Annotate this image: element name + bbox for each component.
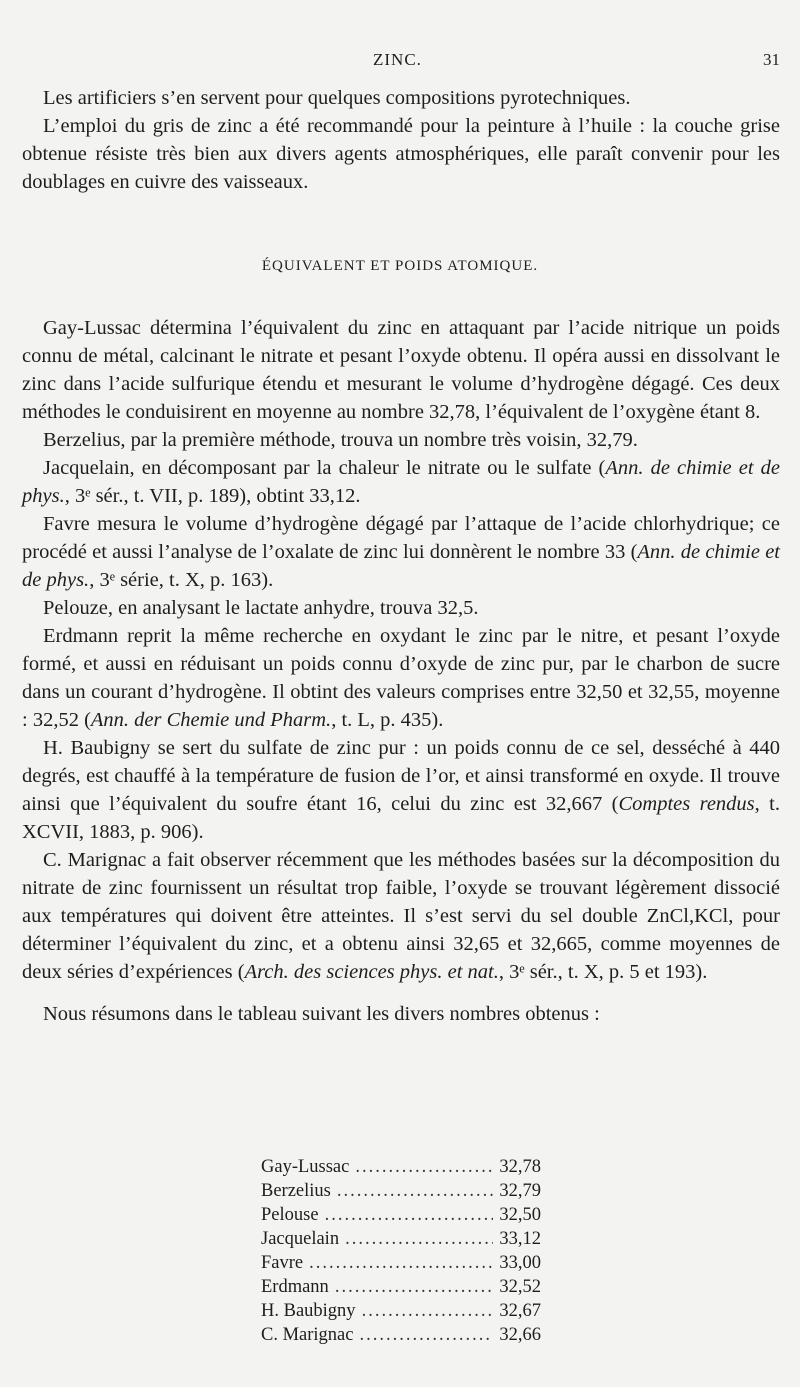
paragraph: Les artificiers s’en servent pour quelques compositions pyrotechniques.	[43, 87, 631, 109]
paragraph: Gay-Lussac détermina l’équivalent du zinc en attaquant par l’acide nitrique un poids connu de métal, calcinant le nitrate et pesant l’oxyde obtenu. Il opéra aussi en dissolvant le zinc dans l’acide sulfurique étendu et mesurant le volume d’hydrogène dégagé. Ces deux méthodes le conduisirent en moyenne au nombre 32,78, l’équivalent de l’oxygène étant 8.	[22, 317, 780, 423]
chemist-name: H. Baubigny	[261, 1301, 356, 1321]
table-row	[261, 1251, 541, 1275]
paragraph: Pelouze, en analysant le lactate anhydre, trouva 32,5.	[43, 597, 479, 619]
leader-dots	[325, 1203, 494, 1227]
equivalent-value: 32,78	[499, 1157, 541, 1177]
running-title: ZINC.	[373, 50, 422, 69]
chemist-name: Favre	[261, 1253, 304, 1273]
citation: Comptes rendus	[618, 793, 755, 815]
leader-dots	[345, 1227, 493, 1251]
paragraph	[22, 846, 780, 986]
paragraph	[22, 734, 780, 846]
citation: Ann. de chimie et de phys.	[22, 541, 780, 591]
text: H. Baubigny se sert du sulfate de zinc pur : un poids connu de ce sel, desséché à 440 degrés, est chauffé à la température de fusion de l’or, et ainsi transformé en oxyde. Il trouve ainsi que l’équivalent du soufre étant 16, celui du zinc est 32,667 (	[22, 737, 780, 815]
paragraph: L’emploi du gris de zinc a été recommandé pour la peinture à l’huile : la couche grise obtenue résiste très bien aux divers agents atmosphériques, elle paraît convenir pour les doublages en cuivre des vaisseaux.	[22, 115, 780, 193]
text: C. Marignac a fait observer récemment que les méthodes basées sur la décomposition du nitrate de zinc fournissent un résultat trop faible, l’oxyde se trouvant légèrement dissocié aux températures qui doivent être atteintes. Il s’est servi du sel double ZnCl,KCl, pour déterminer l’équivalent du zinc, et a obtenu ainsi 32,65 et 32,665, comme moyennes de deux séries d’expériences (	[22, 849, 780, 983]
paragraph: Berzelius, par la première méthode, trouva un nombre très voisin, 32,79.	[43, 429, 638, 451]
table-row	[261, 1299, 541, 1323]
equivalent-value: 32,66	[499, 1325, 541, 1345]
table-row	[261, 1227, 541, 1251]
paragraph	[22, 454, 780, 510]
equivalent-value: 32,50	[499, 1205, 541, 1225]
table-row	[261, 1275, 541, 1299]
citation: Ann. de chimie et de phys.	[22, 457, 780, 507]
citation: Arch. des sciences phys. et nat.	[244, 961, 499, 983]
table-row	[261, 1179, 541, 1203]
leader-dots	[359, 1323, 493, 1347]
section-heading: ÉQUIVALENT ET POIDS ATOMIQUE.	[261, 258, 539, 274]
equivalent-value: 33,12	[499, 1229, 541, 1249]
paragraph	[22, 622, 780, 734]
equivalent-value: 32,67	[499, 1301, 541, 1321]
equivalent-value: 32,79	[499, 1181, 541, 1201]
table-row	[261, 1155, 541, 1179]
paragraph: Nous résumons dans le tableau suivant les divers nombres obtenus :	[43, 1003, 600, 1025]
body-block	[22, 314, 780, 1028]
citation: Ann. der Chemie und Pharm.	[90, 709, 332, 731]
running-header	[0, 50, 800, 74]
chemist-name: Berzelius	[261, 1181, 331, 1201]
text: Erdmann reprit la même recherche en oxydant le zinc par le nitre, et pesant l’oxyde formé, et aussi en réduisant un poids connu d’oxyde de zinc pur, par le charbon de sucre dans un courant d’hydrogène. Il obtint des valeurs comprises entre 32,50 et 32,55, moyenne : 32,52 (	[22, 625, 780, 731]
intro-block	[22, 84, 780, 196]
page-number: 31	[763, 50, 780, 69]
leader-dots	[335, 1275, 494, 1299]
text: , t. L, p. 435).	[331, 709, 444, 731]
leader-dots	[355, 1155, 493, 1179]
text: Jacquelain, en décomposant par la chaleur le nitrate ou le sulfate (	[43, 457, 606, 479]
chemist-name: C. Marignac	[261, 1325, 354, 1345]
text: , 3ᵉ sér., t. X, p. 5 et 193).	[498, 961, 708, 983]
leader-dots	[362, 1299, 494, 1323]
leader-dots	[309, 1251, 493, 1275]
chemist-name: Gay-Lussac	[261, 1157, 350, 1177]
text: , 3ᵉ série, t. X, p. 163).	[89, 569, 274, 591]
text: , 3ᵉ sér., t. VII, p. 189), obtint 33,12.	[64, 485, 361, 507]
paragraph	[22, 510, 780, 594]
chemist-name: Erdmann	[261, 1277, 329, 1297]
results-table	[261, 1155, 541, 1347]
chemist-name: Jacquelain	[261, 1229, 340, 1249]
leader-dots	[337, 1179, 494, 1203]
equivalent-value: 33,00	[499, 1253, 541, 1273]
table-row	[261, 1203, 541, 1227]
equivalent-value: 32,52	[499, 1277, 541, 1297]
text: , t. XCVII, 1883, p. 906).	[22, 793, 781, 843]
table-row	[261, 1323, 541, 1347]
text: Favre mesura le volume d’hydrogène dégagé par l’attaque de l’acide chlorhydrique; ce procédé et aussi l’analyse de l’oxalate de zinc lui donnèrent le nombre 33 (	[22, 513, 780, 563]
chemist-name: Pelouse	[261, 1205, 319, 1225]
